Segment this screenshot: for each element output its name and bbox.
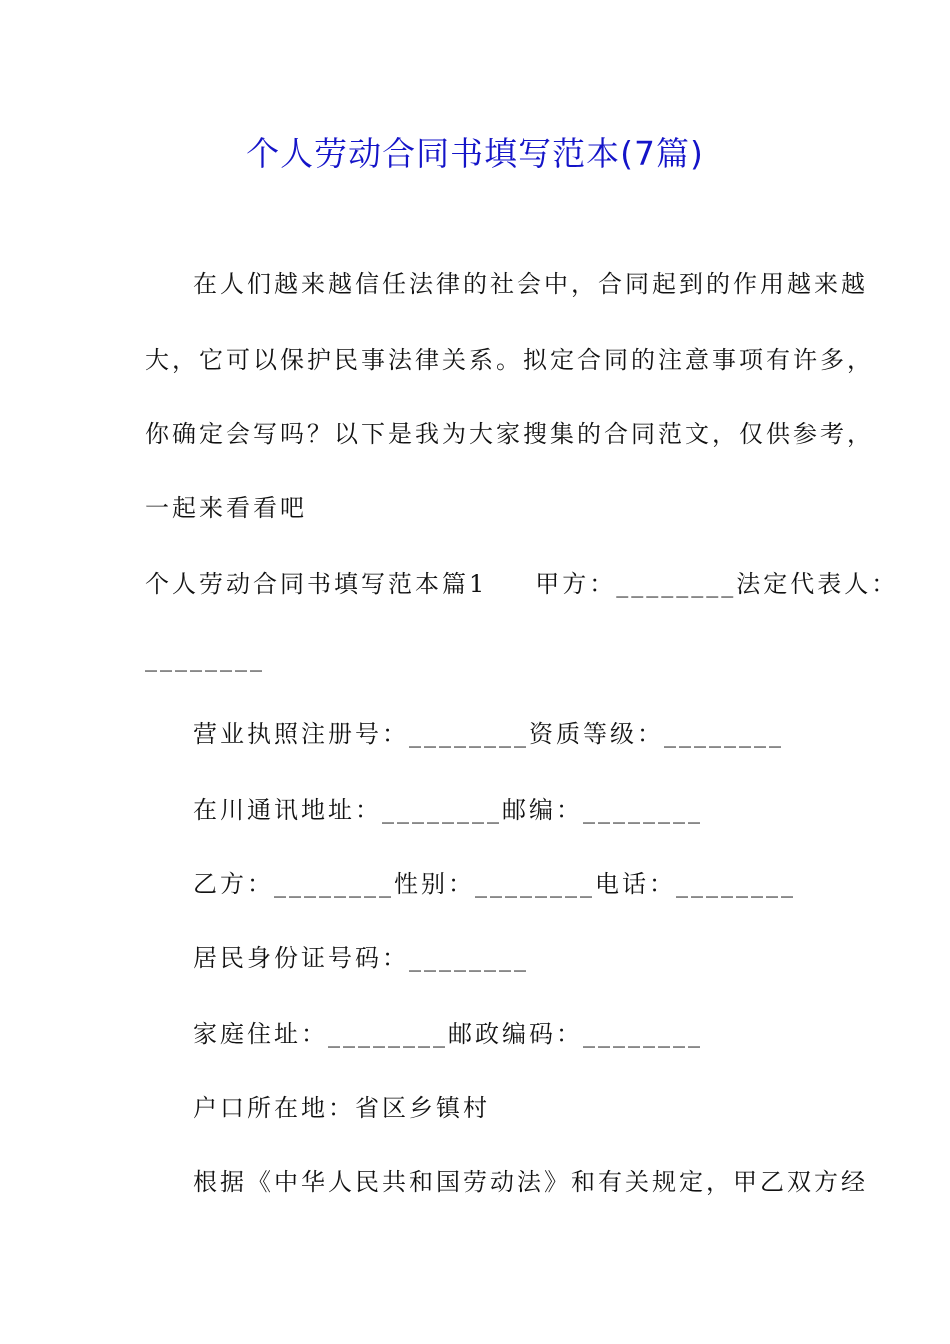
field-business-license: 营业执照注册号：________资质等级：________	[193, 720, 784, 748]
intro-line-4: 一起来看看吧	[145, 494, 307, 522]
field-home-address: 家庭住址：________邮政编码：________	[193, 1020, 703, 1048]
intro-line-2: 大，它可以保护民事法律关系。拟定合同的注意事项有许多，	[145, 346, 874, 374]
field-hukou: 户口所在地：省区乡镇村	[193, 1094, 490, 1122]
intro-line-1: 在人们越来越信任法律的社会中，合同起到的作用越来越	[193, 270, 868, 298]
body-paragraph-start: 根据《中华人民共和国劳动法》和有关规定，甲乙双方经	[193, 1168, 868, 1196]
field-party-b: 乙方：________性别：________电话：________	[193, 870, 796, 898]
section-heading: 个人劳动合同书填写范本篇1	[145, 570, 488, 598]
document-title: 个人劳动合同书填写范本(7篇)	[246, 134, 704, 173]
party-a-continuation: ________	[145, 644, 265, 672]
section-heading-row	[145, 568, 898, 600]
field-sichuan-address: 在川通讯地址：________邮编：________	[193, 796, 703, 824]
intro-line-3: 你确定会写吗？以下是我为大家搜集的合同范文，仅供参考，	[145, 420, 874, 448]
party-a-line: 甲方：________法定代表人：	[535, 570, 899, 598]
field-id-number: 居民身份证号码：________	[193, 944, 529, 972]
